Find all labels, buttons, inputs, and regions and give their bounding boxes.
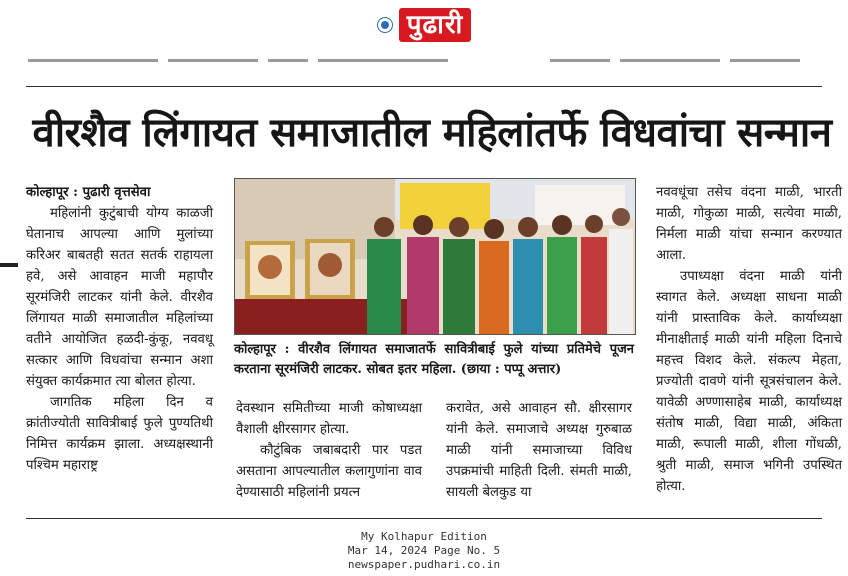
edition-date-page: Mar 14, 2024 Page No. 5	[347, 544, 501, 557]
article-paragraph: कौटुंबिक जबाबदारी पार पडत असताना आपल्यातील कलागुणांना वाव देण्यासाठी महिलांनी प्रयत्न	[236, 443, 422, 500]
edition-name: My Kolhapur Edition	[361, 530, 487, 543]
logo-wordmark: पुढारी	[399, 8, 472, 42]
logo-emblem-icon	[377, 17, 393, 33]
article-column-2	[236, 398, 422, 503]
article-headline: वीरशैव लिंगायत समाजातील महिलांतर्फे विधवांचा सन्मान	[32, 110, 832, 156]
article-dateline: कोल्हापूर : पुढारी वृत्तसेवा	[26, 185, 151, 200]
article-column-3	[446, 398, 632, 503]
article-paragraph: देवस्थान समितीच्या माजी कोषाध्यक्षा वैशाली क्षीरसागर होत्या.	[236, 401, 422, 437]
margin-mark	[0, 263, 18, 267]
article-paragraph: उपाध्यक्षा वंदना माळी यांनी स्वागत केले. अध्यक्षा साधना माळी यांनी प्रास्ताविक केले. कार्याध्यक्षा मीनाक्षीताई माळी यांनी महिला दिनाचे महत्त्व विशद केले. संकल्प मेहता, प्रज्योती दावणे यांनी सूत्रसंचालन केले. यावेळी अण्णासाहेब माळी, कार्याध्यक्ष संतोष माळी, विद्या माळी, अंकिता माळी, रूपाली माळी, शीला गोंधळी, श्रुती माळी, समाज भगिनी उपस्थित होत्या.	[656, 269, 842, 494]
edition-footer	[0, 530, 848, 572]
article-photo	[234, 178, 636, 335]
article-paragraph: जागतिक महिला दिन व क्रांतीज्योती सावित्रीबाई फुले पुण्यतिथी निमित्त कार्यक्रम झाला. अध्यक्षस्थानी पश्चिम महाराष्ट्र	[26, 395, 213, 473]
cropped-text-strip	[550, 58, 800, 64]
article-column-4	[656, 182, 842, 497]
article-paragraph: नववधूंचा तसेच वंदना माळी, भारती माळी, गोकुळा माळी, सत्येवा माळी, निर्मला माळी यांचा सन्मान करण्यात आला.	[656, 185, 842, 263]
bottom-divider	[26, 518, 822, 519]
article-paragraph: करावेत, असे आवाहन सौ. क्षीरसागर यांनी केले. समाजाचे अध्यक्ष गुरुबाळ माळी यांनी समाजाच्या विविध उपक्रमांची माहिती दिली. संमती माळी, सायली बेलकुड या	[446, 401, 632, 500]
cropped-text-strip	[28, 58, 448, 64]
article-paragraph: महिलांनी कुटुंबाची योग्य काळजी घेतानाच आपल्या आणि मुलांच्या करिअर बाबतही सतत सतर्क राहायला हवे, असे आवाहन माजी महापौर सूरमंजिरी लाटकर यांनी केले. वीरशैव लिंगायत माळी समाजातील महिलांच्या वतीने आयोजित हळदी-कुंकू, नववधू सत्कार आणि विधवांचा सन्मान अशा संयुक्त कार्यक्रमात त्या बोलत होत्या.	[26, 206, 213, 389]
cropped-text-line-left	[28, 56, 448, 67]
masthead	[0, 8, 848, 42]
cropped-text-line-right	[550, 56, 800, 67]
pudhari-logo	[377, 8, 472, 42]
article-column-1	[26, 182, 213, 476]
top-divider	[26, 86, 822, 87]
photo-illustration	[235, 179, 635, 334]
edition-site: newspaper.pudhari.co.in	[347, 558, 501, 571]
photo-caption: कोल्हापूर : वीरशैव लिंगायत समाजातर्फे सावित्रीबाई फुले यांच्या प्रतिमेचे पूजन करताना सूरमंजिरी लाटकर. सोबत इतर महिला. (छाया : पप्पू अत्तार)	[234, 342, 634, 377]
